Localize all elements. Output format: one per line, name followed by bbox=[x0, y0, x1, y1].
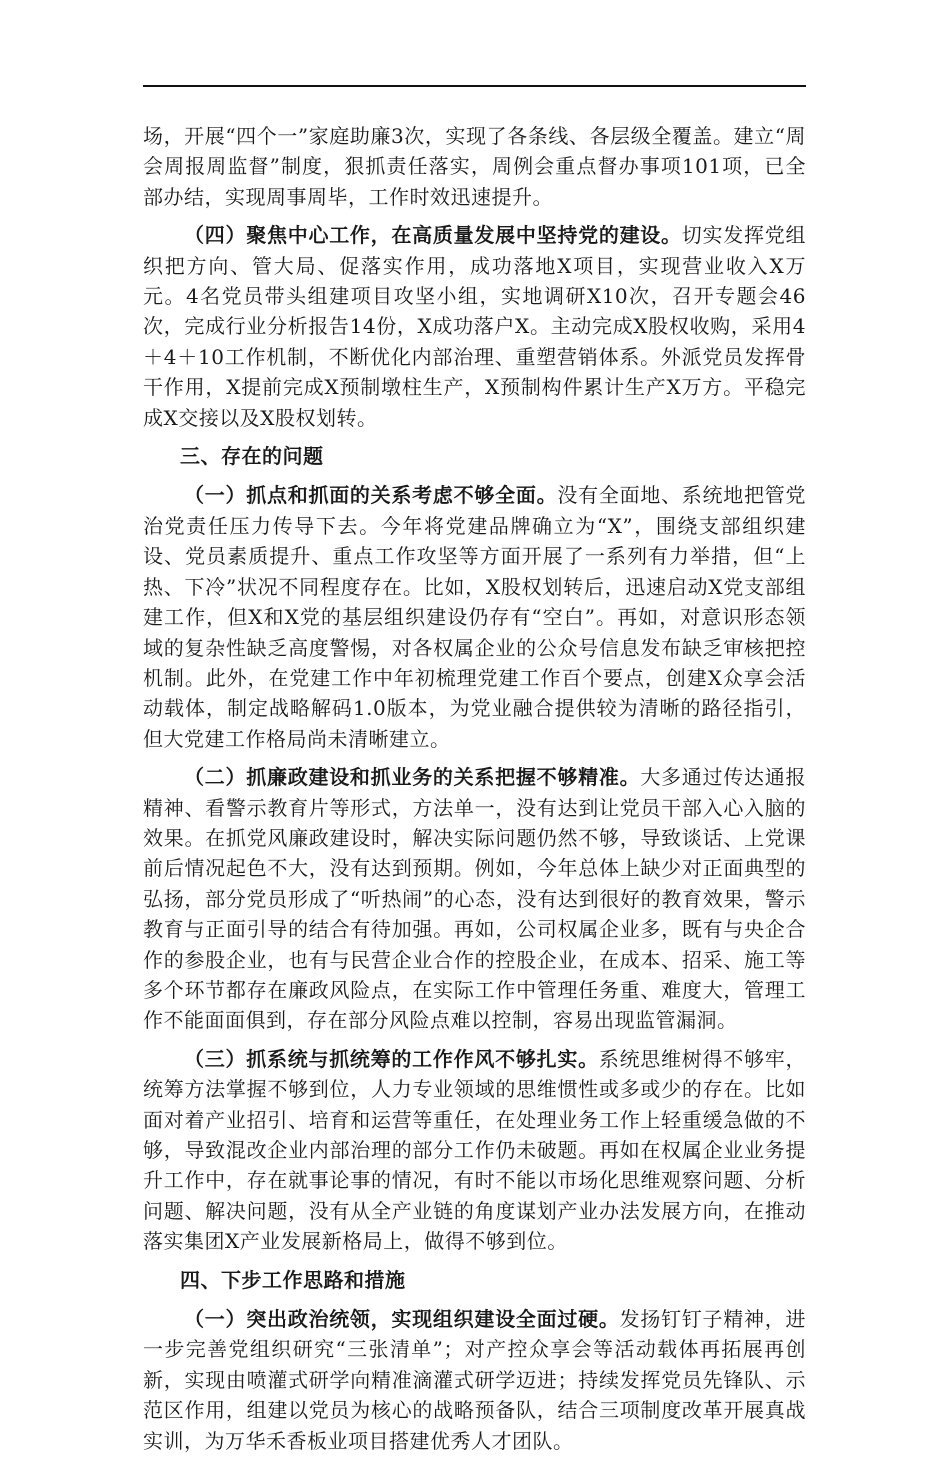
paragraph-text: 大多通过传达通报精神、看警示教育片等形式，方法单一，没有达到让党员干部入心入脑的效果。在抓党风廉政建设时，解决实际问题仍然不够，导致谈话、上党课前后情况起色不大，没有达到预期。例如，今年总体上缺少对正面典型的弘扬，部分党员形成了“听热闹”的心态，没有达到很好的教育效果，警示教育与正面引导的结合有待加强。再如，公司权属企业多，既有与央企合作的参股企业，也有与民营企业合作的控股企业，在成本、招采、施工等多个环节都存在廉政风险点，在实际工作中管理任务重、难度大，管理工作不能面面俱到，存在部分风险点难以控制，容易出现监管漏洞。 bbox=[143, 765, 807, 1033]
paragraph-text: 切实发挥党组织把方向、管大局、促落实作用，成功落地X项目，实现营业收入X万元。4名党员带头组建项目攻坚小组，实地调研X10次，召开专题会46次，完成行业分析报告14份，X成功落户X。主动完成X股权收购，采用4＋4＋10工作机制，不断优化内部治理、重塑营销体系。外派党员发挥骨干作用，X提前完成X预制墩柱生产，X预制构件累计生产X万方。平稳完成X交接以及X股权划转。 bbox=[143, 223, 807, 430]
paragraph-lead: （三）抓系统与抓统筹的工作作风不够扎实。 bbox=[184, 1046, 599, 1071]
document-body bbox=[143, 121, 806, 1464]
paragraph-focus-center-work bbox=[143, 220, 806, 433]
paragraph-next-step-1 bbox=[143, 1304, 806, 1456]
section-heading-problems: 三、存在的问题 bbox=[180, 444, 324, 469]
paragraph-text: 系统思维树得不够牢，统筹方法掌握不够到位，人力专业领域的思维惯性或多或少的存在。比如面对着产业招引、培育和运营等重任，在处理业务工作上轻重缓急做的不够，导致混改企业内部治理的部分工作仍未破题。再如在权属企业业务提升工作中，存在就事论事的情况，有时不能以市场化思维观察问题、分析问题、解决问题，没有从全产业链的角度谋划产业办法发展方向，在推动落实集团X产业发展新格局上，做得不够到位。 bbox=[143, 1046, 807, 1254]
paragraph-text: 没有全面地、系统地把管党治党责任压力传导下去。今年将党建品牌确立为“X”，围绕支部组织建设、党员素质提升、重点工作攻坚等方面开展了一系列有力举措，但“上热、下冷”状况不同程度存在。比如，X股权划转后，迅速启动X党支部组建工作，但X和X党的基层组织建设仍存有“空白”。再如，对意识形态领域的复杂性缺乏高度警惕，对各权属企业的公众号信息发布缺乏审核把控机制。此外，在党建工作中年初梳理党建工作百个要点，创建X众享会活动载体，制定战略解码1.0版本，为党业融合提供较为清晰的路径指引，但大党建工作格局尚未清晰建立。 bbox=[143, 483, 807, 751]
paragraph-problem-2 bbox=[143, 762, 806, 1036]
paragraph-continuation bbox=[143, 121, 806, 212]
paragraph-lead: （一）突出政治统领，实现组织建设全面过硬。 bbox=[184, 1307, 620, 1332]
paragraph-lead: （二）抓廉政建设和抓业务的关系把握不够精准。 bbox=[184, 765, 641, 790]
paragraph-text: 发扬钉钉子精神，进一步完善党组织研究“三张清单”；对产控众享会等活动载体再拓展再创新，实现由喷灌式研学向精准滴灌式研学迈进；持续发挥党员先锋队、示范区作用，组建以党员为核心的战略预备队，结合三项制度改革开展真战实训，为万华禾香板业项目搭建优秀人才团队。 bbox=[143, 1307, 807, 1453]
paragraph-text: 场，开展“四个一”家庭助廉3次，实现了各条线、各层级全覆盖。建立“周会周报周监督”制度，狠抓责任落实，周例会重点督办事项101项，已全部办结，实现周事周毕，工作时效迅速提升。 bbox=[143, 124, 806, 209]
paragraph-lead: （四）聚焦中心工作，在高质量发展中坚持党的建设。 bbox=[184, 223, 682, 248]
paragraph-lead: （一）抓点和抓面的关系考虑不够全面。 bbox=[184, 483, 558, 508]
header-rule bbox=[143, 85, 806, 87]
paragraph-problem-1 bbox=[143, 480, 806, 754]
section-heading-next-steps: 四、下步工作思路和措施 bbox=[180, 1267, 406, 1292]
paragraph-problem-3 bbox=[143, 1044, 806, 1257]
